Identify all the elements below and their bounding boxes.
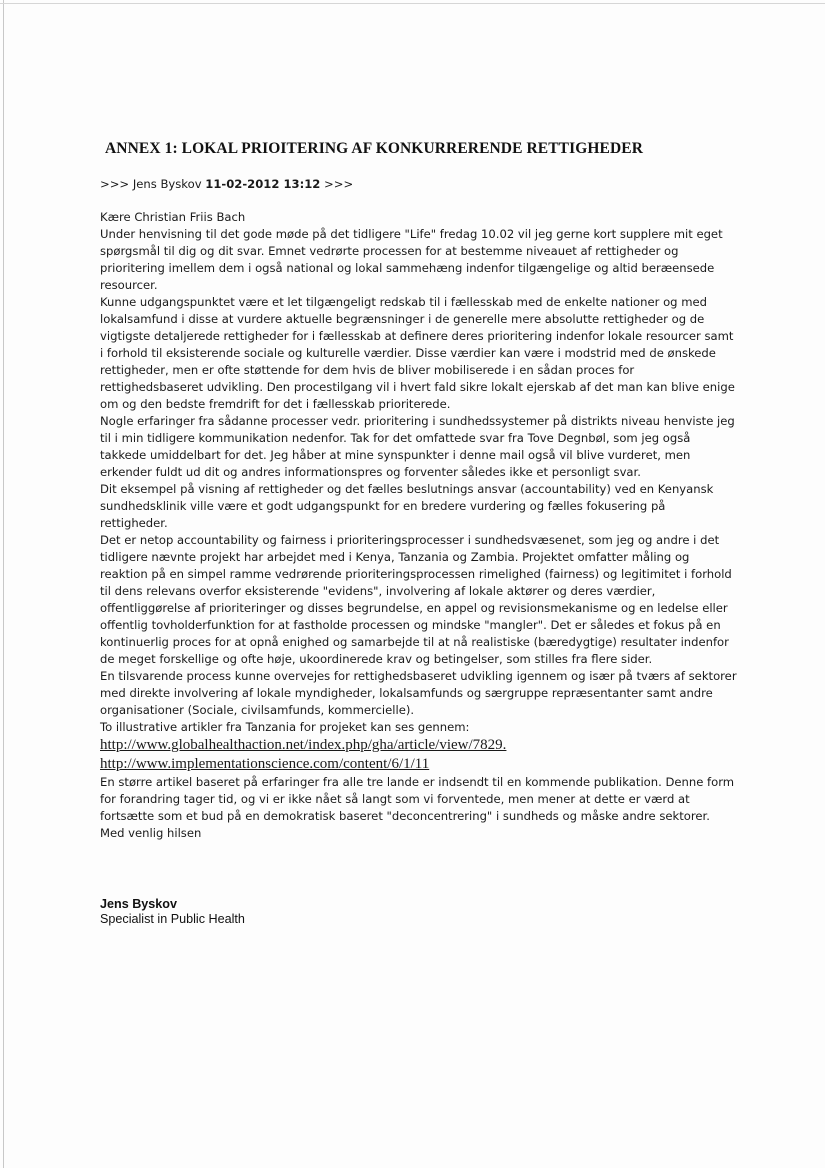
body-line: To illustrative artikler fra Tanzania for projeket kan ses gennem: <box>100 720 470 734</box>
body-line: En tilsvarende process kunne overvejes for rettighedsbaseret udvikling igennem og især på tværs af sektorer <box>100 669 737 683</box>
body-line: vigtigste detaljerede rettigheder for i fællesskab at definere deres prioritering indenfor lokale resourcer samt <box>100 329 734 343</box>
body-line: rettigheder. <box>100 516 168 530</box>
body-line: Kære Christian Friis Bach <box>100 210 246 224</box>
body-line: prioritering imellem dem i også national og lokal sammehæng indenfor tilgængelige og altid beræensede <box>100 261 715 275</box>
body-line: kontinuerlig proces for at opnå enighed og samarbejde til at nå realistiske (bæredygtige) resultater indenfor <box>100 635 729 649</box>
closing-line: En større artikel baseret på erfaringer fra alle tre lande er indsendt til en kommende publikation. Denne form <box>100 775 735 789</box>
signature-name: Jens Byskov <box>100 897 178 911</box>
signature-title: Specialist in Public Health <box>100 912 245 926</box>
annex-title: ANNEX 1: LOKAL PRIOITERING AF KONKURRERENDE RETTIGHEDER <box>105 140 644 157</box>
body-line: rettigheder, men er ofte støttende for dem hvis de bliver mobiliserede i en sådan proces for <box>100 363 635 377</box>
body-line: Nogle erfaringer fra sådanne processer vedr. prioritering i sundhedssystemer på distrikts niveau henviste jeg <box>100 414 735 428</box>
header-suffix: >>> <box>320 177 354 191</box>
body-line: offentlig tovholderfunktion for at fastholde processen og mindske "mangler". Det er således et fokus på en <box>100 618 721 632</box>
closing-line: Med venlig hilsen <box>100 826 202 840</box>
closing-line: for forandring tager tid, og vi er ikke nået så langt som vi forventede, men mener at dette er værd at <box>100 792 690 806</box>
closing-line: fortsætte som et bud på en demokratisk baseret "deconcentrering" i sundheds og måske andre sektorer. <box>100 809 710 823</box>
header-prefix: >>> Jens Byskov <box>100 177 206 191</box>
body-line: sundhedsklinik ville være et godt udgangspunkt for en bredere vurdering og fælles fokusering på <box>100 499 666 513</box>
letter-body <box>100 209 740 842</box>
body-line: til dens relevans overfor eksisterende "evidens", involvering af lokale aktører og deres værdier, <box>100 584 656 598</box>
scan-edge-top <box>0 3 825 4</box>
body-line: i forhold til eksisterende sociale og kulturelle værdier. Disse værdier kan være i modstrid med de ønskede <box>100 346 716 360</box>
body-line: om og den bedste fremdrift for det i fællesskab prioriterede. <box>100 397 451 411</box>
body-line: erkender fuldt ud dit og andres informationspres og forventer således ikke et personligt svar. <box>100 465 641 479</box>
body-line: de meget forskellige og ofte høje, ukoordinerede krav og betingelser, som stilles fra flere sider. <box>100 652 653 666</box>
header-timestamp: 11-02-2012 13:12 <box>205 177 321 191</box>
body-line: rettighedsbaseret udvikling. Den procestilgang vil i hvert fald sikre lokalt ejerskab af det man kan blive enige <box>100 380 735 394</box>
body-line: takkede umiddelbart for det. Jeg håber at mine synspunkter i denne mail også vil blive vurderet, men <box>100 448 691 462</box>
body-line: Dit eksempel på visning af rettigheder og det fælles beslutnings ansvar (accountability) ved en Kenyansk <box>100 482 714 496</box>
email-forward-header <box>100 177 353 191</box>
body-line: organisationer (Sociale, civilsamfunds, kommercielle). <box>100 703 415 717</box>
body-line: tidligere nævnte projekt har arbejdet med i Kenya, Tanzania og Zambia. Projektet omfatter måling og <box>100 550 690 564</box>
scan-edge-left <box>3 0 4 1168</box>
body-line: resourcer. <box>100 278 158 292</box>
link-globalhealthaction[interactable]: http://www.globalhealthaction.net/index.php/gha/article/view/7829. <box>100 737 507 753</box>
body-line: Kunne udgangspunktet være et let tilgængeligt redskab til i fællesskab med de enkelte nationer og med <box>100 295 707 309</box>
body-line: med direkte involvering af lokale myndigheder, lokalsamfunds og særgruppe repræsentanter samt andre <box>100 686 713 700</box>
body-line: reaktion på en simpel ramme vedrørende prioriteringsprocessen rimelighed (fairness) og legitimitet i forhold <box>100 567 732 581</box>
body-line: til i min tidligere kommunikation nedenfor. Tak for det omfattede svar fra Tove Degnbøl, som jeg også <box>100 431 691 445</box>
link-implementationscience[interactable]: http://www.implementationscience.com/content/6/1/11 <box>100 756 430 772</box>
body-line: Det er netop accountability og fairness i prioriteringsprocesser i sundhedsvæsenet, som jeg og andre i det <box>100 533 720 547</box>
body-line: Under henvisning til det gode møde på det tidligere "Life" fredag 10.02 vil jeg gerne kort supplere mit eget <box>100 227 723 241</box>
body-line: lokalsamfund i disse at vurdere aktuelle begrænsninger i de generelle mere absolutte rettigheder og de <box>100 312 705 326</box>
body-line: offentliggørelse af prioriteringer og disses begrundelse, en appel og revisionsmekanisme og en ledelse eller <box>100 601 728 615</box>
body-line: spørgsmål til dig og dit svar. Emnet vedrørte processen for at bestemme niveauet af rettigheder og <box>100 244 679 258</box>
